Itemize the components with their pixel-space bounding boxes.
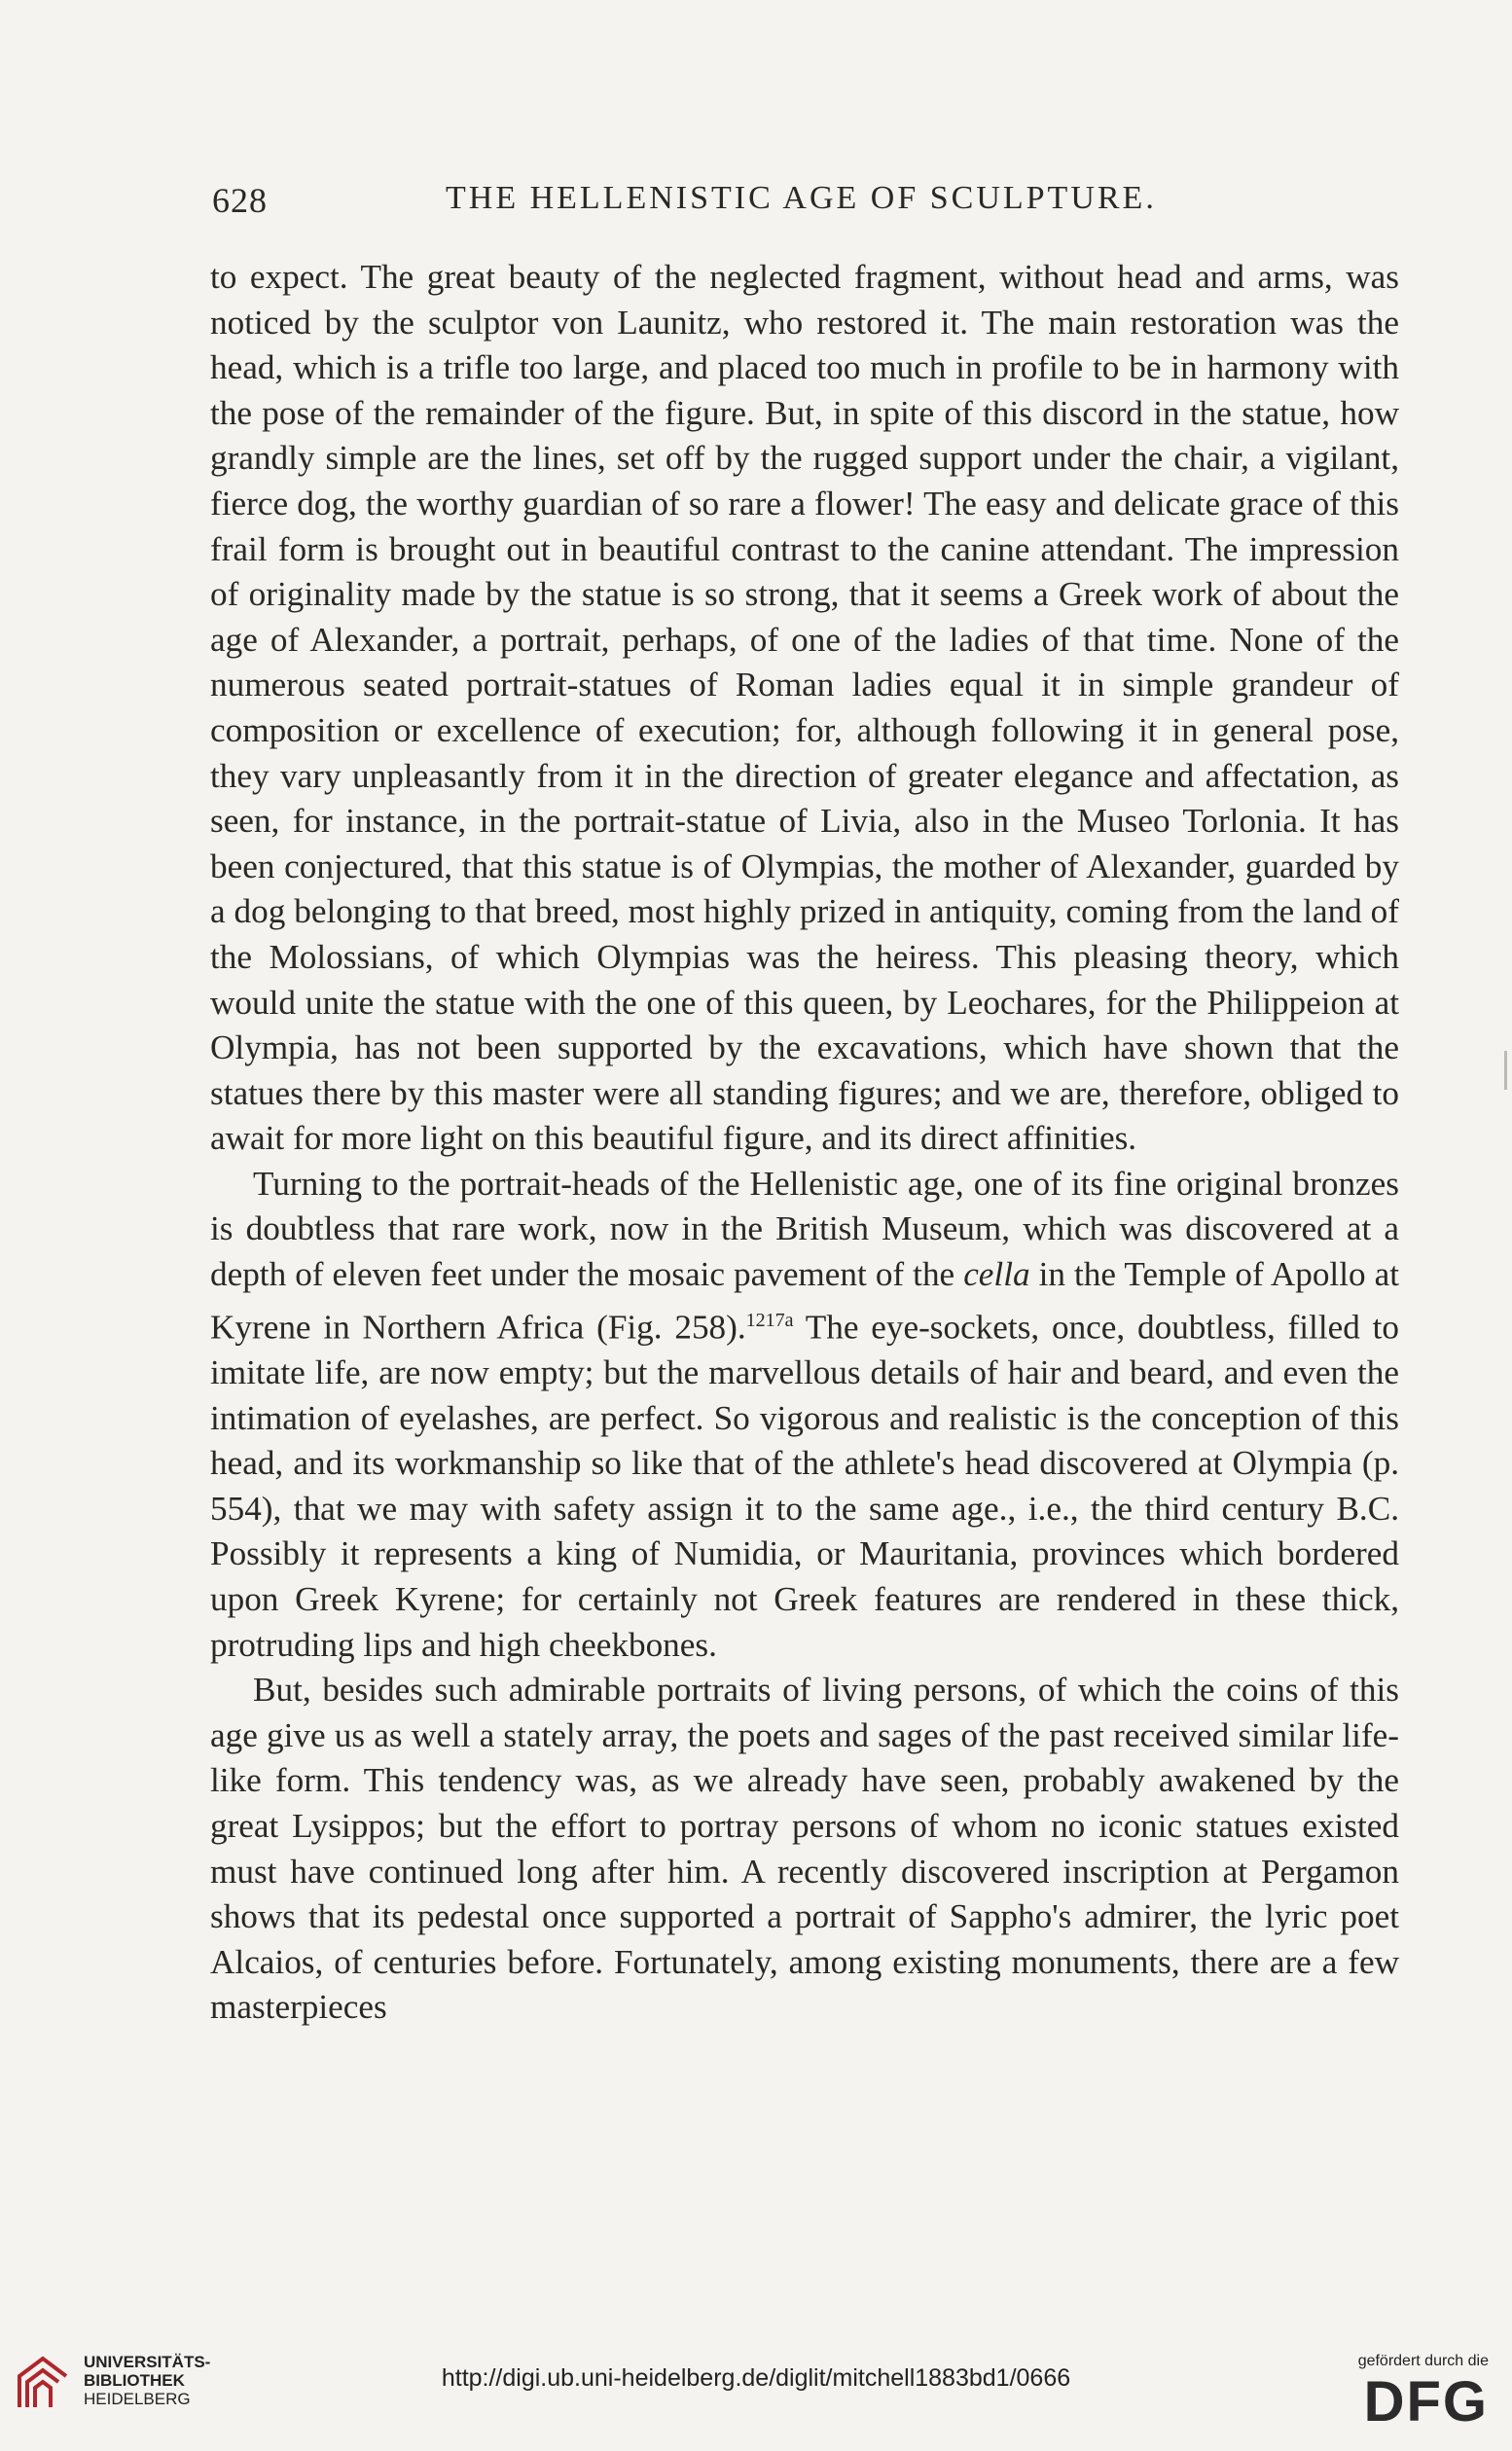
paragraph-2-text-a: Turning to the portrait-heads of the Hellenistic age, one of its fine original bronzes is doubtless that rare work, now in the British Museum, which was discovered at a depth of eleven feet under the mosaic pavement of the: [210, 1164, 1399, 1294]
running-title: THE HELLENISTIC AGE OF SCULPTURE.: [446, 180, 1157, 216]
italic-term: cella: [963, 1255, 1030, 1294]
source-url-link[interactable]: http://digi.ub.uni-heidelberg.de/diglit/mitchell1883bd1/0666: [441, 2364, 1071, 2392]
body-text: [210, 255, 1399, 2031]
library-name-line-1: UNIVERSITÄTS-: [84, 2353, 211, 2371]
library-name-line-2: BIBLIOTHEK: [84, 2371, 185, 2390]
page-header: [212, 180, 1399, 238]
funder-block: [1358, 2353, 1489, 2431]
footnote-reference[interactable]: 1217a: [745, 1309, 794, 1331]
paragraph-2-text-b: in the Temple of Apollo at Kyrene in Northern Africa (Fig. 258).: [210, 1255, 1399, 1347]
paragraph-3: But, besides such admirable portraits of living persons, of which the coins of this age give us as well a stately array, the poets and sages of the past received similar life-like form. This tendency was, as we already have seen, probably awakened by the great Lysippos; but the effort to portray persons of whom no iconic statues existed must have continued long after him. A recently discovered inscription at Pergamon shows that its pedestal once supported a portrait of Sappho's admirer, the lyric poet Alcaios, of centuries before. Fortunately, among existing monuments, there are a few masterpieces: [210, 1671, 1399, 2027]
dfg-logo-icon: DFG: [1363, 2370, 1489, 2433]
page-number: 628: [212, 181, 268, 220]
funder-note: gefördert durch die: [1357, 2353, 1489, 2369]
library-name-line-3: HEIDELBERG: [84, 2390, 191, 2408]
page-edge-mark: [1504, 1051, 1507, 1090]
paragraph-2-text-c: The eye-sockets, once, doubtless, filled to imitate life, are now empty; but the marvellous details of hair and beard, and even the intimation of eyelashes, are perfect. So vigorous and realistic is the conception of this head, and its workmanship so like that of the athlete's head discovered at Olympia (p. 554), that we may with safety assign it to the same age., i.e., the third century B.C. Possibly it represents a king of Numidia, or Mauritania, provinces which bordered upon Greek Kyrene; for certainly not Greek features are rendered in these thick, protruding lips and high cheekbones.: [210, 1308, 1399, 1664]
paragraph-2: [210, 1162, 1399, 1668]
paragraph-1: to expect. The great beauty of the neglected fragment, without head and arms, was noticed by the sculptor von Launitz, who restored it. The main restoration was the head, which is a trifle too large, and placed too much in profile to be in harmony with the pose of the remainder of the figure. But, in spite of this discord in the statue, how grandly simple are the lines, set off by the rugged support under the chair, a vigilant, fierce dog, the worthy guardian of so rare a flower! The easy and delicate grace of this frail form is brought out in beautiful contrast to the canine attendant. The impression of originality made by the statue is so strong, that it seems a Greek work of about the age of Alexander, a portrait, perhaps, of one of the ladies of that time. None of the numerous seated portrait-statues of Roman ladies equal it in simple grandeur of composition or excellence of execution; for, although following it in general pose, they vary unpleasantly from it in the direction of greater elegance and affectation, as seen, for instance, in the portrait-statue of Livia, also in the Museo Torlonia. It has been conjectured, that this statue is of Olympias, the mother of Alexander, guarded by a dog belonging to that breed, most highly prized in antiquity, coming from the land of the Molossians, of which Olympias was the heiress. This pleasing theory, which would unite the statue with the one of this queen, by Leochares, for the Philippeion at Olympia, has not been supported by the excavations, which have shown that the statues there by this master were all standing figures; and we are, therefore, obliged to await for more light on this beautiful figure, and its direct affinities.: [210, 258, 1399, 1158]
